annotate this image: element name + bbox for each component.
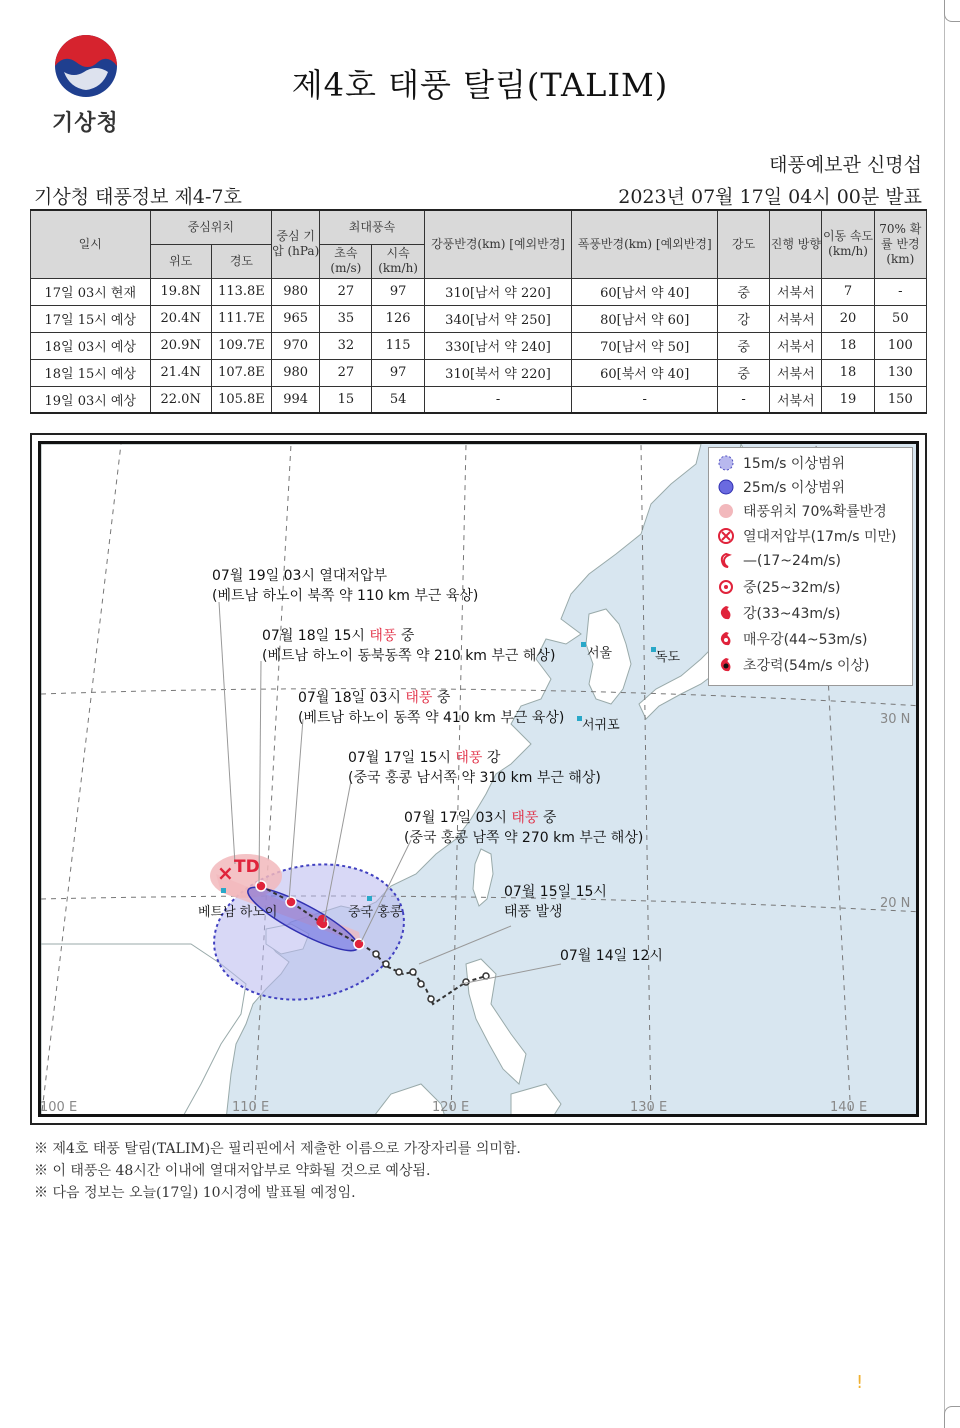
th-center: 중심위치 [150, 210, 272, 244]
cell-gale: - [424, 386, 572, 413]
cell-direction: 서북서 [770, 278, 822, 305]
page-edge [944, 0, 945, 1428]
lon-110-label: 110 E [232, 1100, 270, 1115]
td-label: TD [234, 857, 260, 877]
annotation-first-position: 07월 14일 12시 [560, 948, 663, 964]
th-lon: 경도 [211, 244, 271, 278]
cell-gale: 310[남서 약 220] [424, 278, 572, 305]
cell-lat: 20.4N [150, 305, 211, 332]
cell-gale: 340[남서 약 250] [424, 305, 572, 332]
page-corner-bottom [944, 1406, 960, 1428]
place-hongkong: 중국 홍콩 [348, 905, 403, 920]
cell-lat: 19.8N [150, 278, 211, 305]
typhoon-medium-icon [717, 578, 735, 596]
cell-lon: 107.8E [211, 359, 271, 386]
cell-speed: 18 [822, 332, 874, 359]
legend-item: 15m/s 이상범위 [717, 452, 845, 474]
place-hanoi: 베트남 하노이 [198, 905, 278, 920]
cell-speed: 7 [822, 278, 874, 305]
cell-lon: 109.7E [211, 332, 271, 359]
table-row [31, 359, 927, 386]
lon-120-label: 120 E [432, 1100, 470, 1115]
cell-kmh: 97 [372, 278, 424, 305]
cell-prob: 100 [874, 332, 926, 359]
cell-kmh: 115 [372, 332, 424, 359]
cell-prob: 150 [874, 386, 926, 413]
legend-item: 초강력(54m/s 이상) [717, 654, 869, 676]
page-corner-top [944, 0, 960, 22]
cell-speed: 18 [822, 359, 874, 386]
exclamation-mark: ! [856, 1372, 864, 1393]
th-gale-radius: 강풍반경(km) [예외반경] [424, 210, 572, 278]
cell-time: 17일 03시 현재 [31, 278, 151, 305]
cell-intensity: 강 [718, 305, 770, 332]
cell-speed: 19 [822, 386, 874, 413]
footnotes [34, 1138, 521, 1204]
blue-circle-icon [717, 478, 735, 496]
lat-30-label: 30 N [880, 712, 911, 727]
cell-lat: 22.0N [150, 386, 211, 413]
cell-lon: 111.7E [211, 305, 271, 332]
th-speed: 이동 속도 (km/h) [822, 210, 874, 278]
cell-prob: - [874, 278, 926, 305]
cell-ms: 15 [320, 386, 372, 413]
cell-ms: 27 [320, 278, 372, 305]
typhoon-weak-icon [717, 552, 735, 570]
pink-circle-icon [717, 502, 735, 520]
cell-prob: 50 [874, 305, 926, 332]
map-legend [708, 447, 913, 686]
cell-time: 18일 15시 예상 [31, 359, 151, 386]
footnote: ※ 이 태풍은 48시간 이내에 열대저압부로 약화될 것으로 예상됨. [34, 1163, 431, 1179]
legend-item: 열대저압부(17m/s 미만) [717, 525, 897, 547]
place-seogwipo: 서귀포 [582, 718, 620, 733]
typhoon-info-table [30, 209, 927, 414]
th-direction: 진행 방향 [770, 210, 822, 278]
cell-ms: 27 [320, 359, 372, 386]
cell-pressure: 980 [272, 278, 320, 305]
th-kmh: 시속 (km/h) [372, 244, 424, 278]
typhoon-strong-icon [717, 604, 735, 622]
cell-direction: 서북서 [770, 332, 822, 359]
th-lat: 위도 [150, 244, 211, 278]
cell-gale: 330[남서 약 240] [424, 332, 572, 359]
lat-20-label: 20 N [880, 896, 911, 911]
cell-pressure: 965 [272, 305, 320, 332]
cell-direction: 서북서 [770, 305, 822, 332]
cell-kmh: 54 [372, 386, 424, 413]
cell-pressure: 994 [272, 386, 320, 413]
cell-storm: 60[남서 약 40] [572, 278, 718, 305]
th-pressure: 중심 기압 (hPa) [272, 210, 320, 278]
legend-item: 중(25~32m/s) [717, 576, 840, 598]
cell-pressure: 970 [272, 332, 320, 359]
td-cross-circle-icon [717, 527, 735, 545]
th-probability: 70% 확률 반경 (km) [874, 210, 926, 278]
lon-140-label: 140 E [830, 1100, 868, 1115]
cell-intensity: 중 [718, 278, 770, 305]
cell-lon: 113.8E [211, 278, 271, 305]
cell-intensity: 중 [718, 359, 770, 386]
annotation-17d03h: 07월 17일 03시 태풍 중 (중국 홍콩 남쪽 약 270 km 부근 해상) [404, 810, 644, 846]
agency-logo-label: 기상청 [52, 111, 119, 136]
table-row [31, 386, 927, 413]
footnote: ※ 제4호 태풍 탈림(TALIM)은 필리핀에서 제출한 이름으로 가장자리를 의미함. [34, 1141, 521, 1157]
th-storm-radius: 폭풍반경(km) [예외반경] [572, 210, 718, 278]
issue-time: 2023년 07월 17일 04시 00분 발표 [618, 186, 922, 208]
legend-item: 매우강(44~53m/s) [717, 628, 868, 650]
th-maxwind: 최대풍속 [320, 210, 424, 244]
place-seoul: 서울 [587, 646, 613, 661]
cell-pressure: 980 [272, 359, 320, 386]
table-row [31, 305, 927, 332]
cell-prob: 130 [874, 359, 926, 386]
cell-intensity: - [718, 386, 770, 413]
th-intensity: 강도 [718, 210, 770, 278]
cell-intensity: 중 [718, 332, 770, 359]
cell-direction: 서북서 [770, 386, 822, 413]
cell-storm: 80[남서 약 60] [572, 305, 718, 332]
bulletin-number: 기상청 태풍정보 제4-7호 [34, 186, 242, 208]
pos-18d03h-icon [286, 897, 296, 907]
cell-lat: 20.9N [150, 332, 211, 359]
light-blue-circle-icon [717, 454, 735, 472]
place-dokdo: 독도 [655, 650, 681, 665]
legend-item: 태풍위치 70%확률반경 [717, 500, 887, 522]
forecaster-name: 태풍예보관 신명섭 [769, 154, 922, 176]
cell-time: 18일 03시 예상 [31, 332, 151, 359]
cell-ms: 32 [320, 332, 372, 359]
cell-storm: 70[남서 약 50] [572, 332, 718, 359]
td-cross-icon: × [217, 861, 234, 885]
cell-storm: 60[북서 약 40] [572, 359, 718, 386]
cell-time: 19일 03시 예상 [31, 386, 151, 413]
annotation-19d03h: 07월 19일 03시 열대저압부 (베트남 하노이 북쪽 약 110 km 부근 육상) [212, 568, 479, 604]
annotation-17d15h: 07월 17일 15시 태풍 강 (중국 홍콩 남서쪽 약 310 km 부근 해상) [348, 750, 601, 786]
typhoon-very-strong-icon [717, 630, 735, 648]
legend-item: 강(33~43m/s) [717, 602, 840, 624]
page-title: 제4호 태풍 탈림(TALIM) [291, 66, 669, 104]
annotation-18d03h: 07월 18일 03시 태풍 중 (베트남 하노이 동쪽 약 410 km 부근 육상) [298, 690, 565, 726]
th-ms: 초속 (m/s) [320, 244, 372, 278]
legend-item: —(17~24m/s) [717, 550, 841, 572]
cell-time: 17일 15시 예상 [31, 305, 151, 332]
lon-100-label: 100 E [40, 1100, 78, 1115]
footnote: ※ 다음 정보는 오늘(17일) 10시경에 발표될 예정임. [34, 1185, 356, 1201]
pos-18d15h-icon [256, 881, 266, 891]
cell-lon: 105.8E [211, 386, 271, 413]
cell-ms: 35 [320, 305, 372, 332]
cell-speed: 20 [822, 305, 874, 332]
cell-kmh: 97 [372, 359, 424, 386]
cell-direction: 서북서 [770, 359, 822, 386]
th-time: 일시 [31, 210, 151, 278]
table-row [31, 332, 927, 359]
cell-gale: 310[북서 약 220] [424, 359, 572, 386]
typhoon-super-icon [717, 656, 735, 674]
legend-item: 25m/s 이상범위 [717, 476, 845, 498]
pos-17d03h-icon [354, 939, 364, 949]
cell-lat: 21.4N [150, 359, 211, 386]
cell-kmh: 126 [372, 305, 424, 332]
lon-130-label: 130 E [630, 1100, 668, 1115]
annotation-genesis: 07월 15일 15시 태풍 발생 [504, 884, 607, 920]
cell-storm: - [572, 386, 718, 413]
annotation-18d15h: 07월 18일 15시 태풍 중 (베트남 하노이 동북동쪽 약 210 km 부근 해상) [262, 628, 556, 664]
table-row [31, 278, 927, 305]
